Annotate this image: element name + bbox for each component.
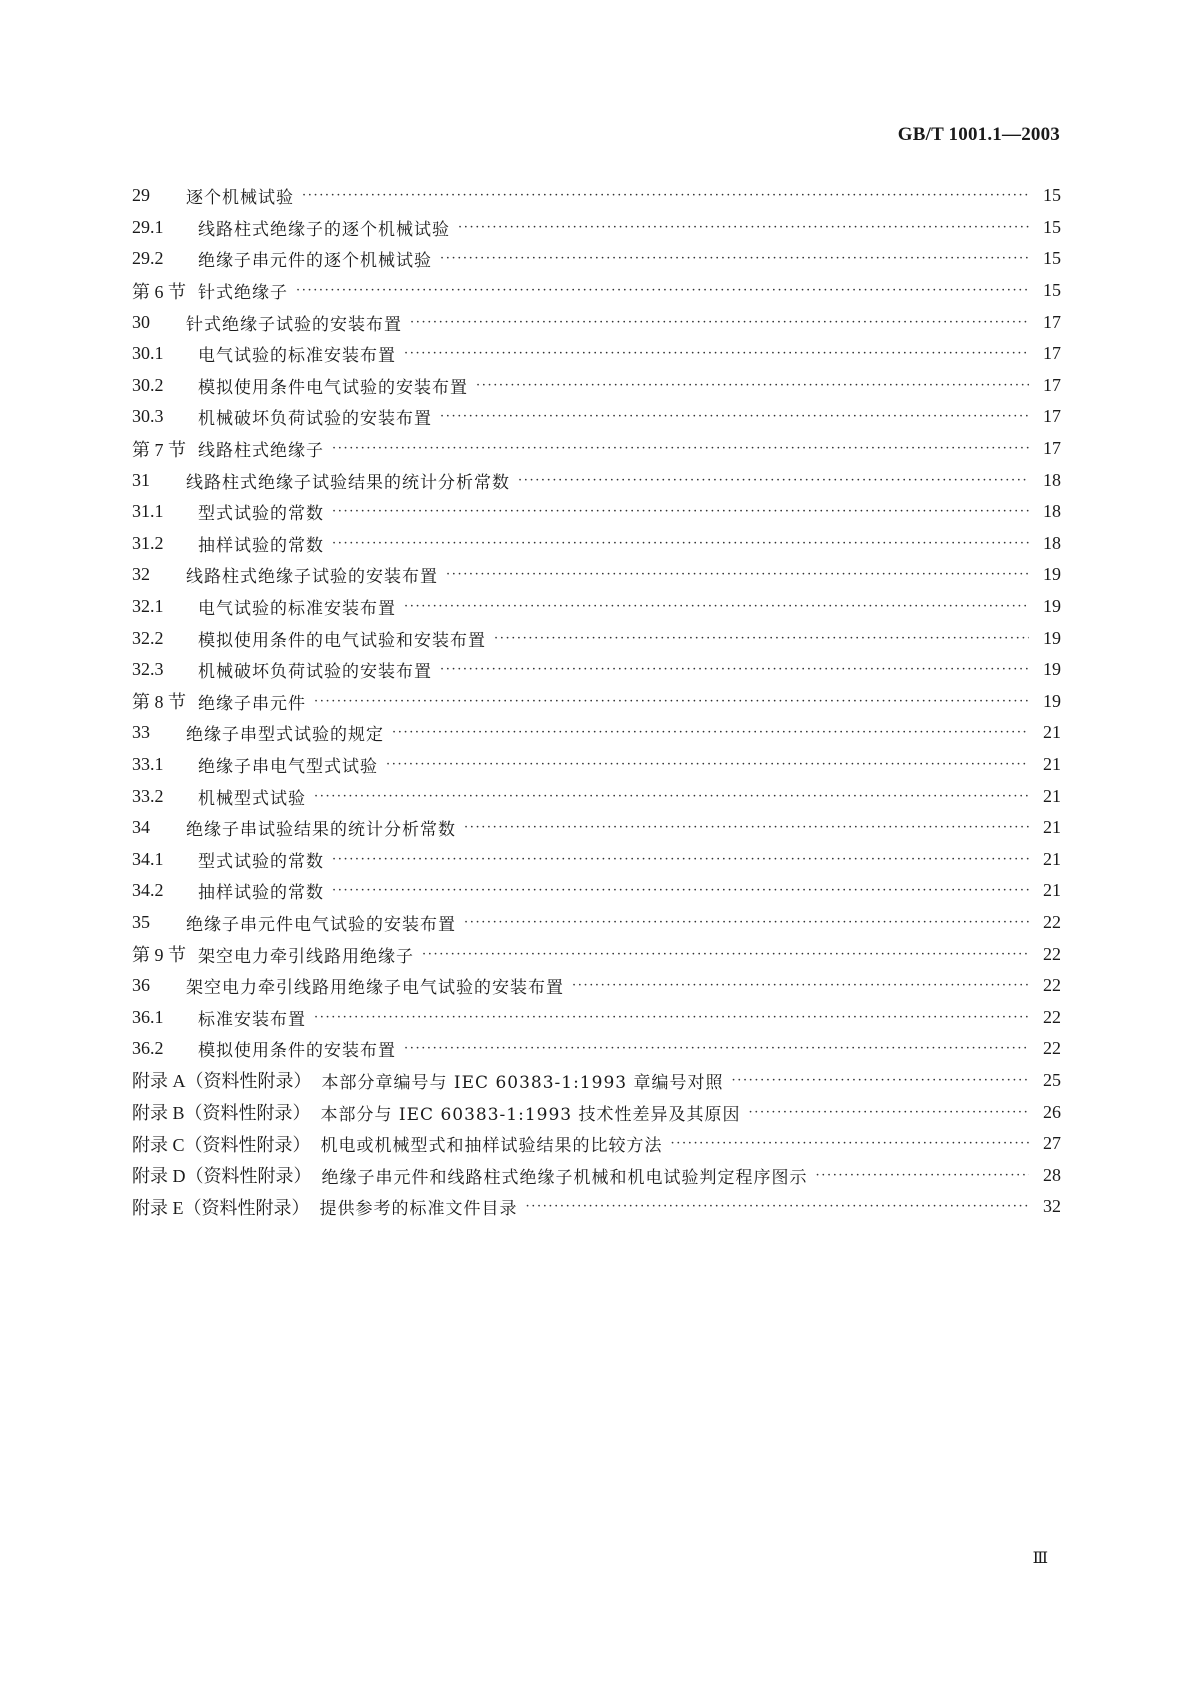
toc-entry-page: 32 (1043, 1196, 1061, 1217)
toc-entry-number: 第 6 节 (132, 281, 186, 302)
toc-leader-dots (446, 567, 1029, 582)
toc-leader-dots (332, 852, 1029, 867)
toc-entry-page: 28 (1043, 1164, 1061, 1185)
toc-entry-title: 机械破坏负荷试验的安装布置 (198, 662, 432, 683)
toc-entry-page: 22 (1043, 911, 1061, 932)
toc-entry-page: 18 (1043, 501, 1061, 522)
toc-entry (132, 212, 1061, 244)
toc-entry-page: 17 (1043, 343, 1061, 364)
toc-leader-dots (404, 599, 1029, 614)
toc-entry-number: 附录 C（资料性附录） (132, 1134, 311, 1155)
toc-entry-title: 标准安装布置 (198, 1009, 306, 1030)
toc-entry (132, 1065, 1061, 1097)
toc-entry (132, 1096, 1061, 1128)
toc-leader-dots (440, 662, 1029, 677)
toc-entry-number: 29.1 (132, 216, 164, 237)
toc-entry-page: 15 (1043, 248, 1061, 269)
toc-entry-page: 21 (1043, 753, 1061, 774)
toc-entry-number: 34.2 (132, 880, 164, 901)
toc-entry-number: 36.1 (132, 1006, 164, 1027)
toc-entry-title: 绝缘子串元件和线路柱式绝缘子机械和机电试验判定程序图示 (321, 1167, 808, 1188)
toc-entry-page: 22 (1043, 943, 1061, 964)
toc-entry-title: 逐个机械试验 (186, 188, 294, 209)
toc-entry-page: 22 (1043, 1006, 1061, 1027)
toc-entry-number: 36 (132, 975, 150, 996)
toc-entry-number: 33.2 (132, 785, 164, 806)
toc-entry (132, 654, 1061, 686)
toc-entry-title: 绝缘子串试验结果的统计分析常数 (186, 820, 456, 841)
toc-entry-page: 19 (1043, 659, 1061, 680)
toc-entry-page: 19 (1043, 690, 1061, 711)
toc-leader-dots (314, 789, 1029, 804)
toc-leader-dots (671, 1136, 1029, 1151)
toc-leader-dots (302, 188, 1029, 203)
toc-entry (132, 1128, 1061, 1160)
toc-entry-title: 架空电力牵引线路用绝缘子电气试验的安装布置 (186, 978, 564, 999)
toc-entry-number: 32.2 (132, 627, 164, 648)
toc-entry (132, 717, 1061, 749)
toc-entry-number: 30.2 (132, 374, 164, 395)
toc-entry (132, 591, 1061, 623)
toc-entry-title: 机电或机械型式和抽样试验结果的比较方法 (320, 1136, 663, 1157)
toc-leader-dots (518, 473, 1029, 488)
toc-entry (132, 180, 1061, 212)
toc-entry (132, 559, 1061, 591)
toc-entry-number: 34.1 (132, 848, 164, 869)
toc-leader-dots (314, 694, 1029, 709)
toc-entry-title: 机械型式试验 (198, 788, 306, 809)
toc-entry-number: 30 (132, 311, 150, 332)
toc-entry-number: 附录 A（资料性附录） (132, 1071, 312, 1092)
toc-entry (132, 1001, 1061, 1033)
toc-leader-dots (731, 1073, 1029, 1088)
toc-entry (132, 306, 1061, 338)
toc-entry-page: 15 (1043, 280, 1061, 301)
toc-entry (132, 622, 1061, 654)
toc-entry-number: 第 8 节 (132, 692, 186, 713)
toc-entry-page: 15 (1043, 216, 1061, 237)
toc-entry-title: 线路柱式绝缘子 (198, 441, 324, 462)
toc-leader-dots (296, 283, 1029, 298)
toc-entry-title: 绝缘子串元件电气试验的安装布置 (186, 914, 456, 935)
toc-entry-title: 线路柱式绝缘子试验的安装布置 (186, 567, 438, 588)
toc-leader-dots (386, 757, 1029, 772)
toc-entry-number: 附录 E（资料性附录） (132, 1197, 310, 1218)
toc-entry-page: 15 (1043, 185, 1061, 206)
toc-entry-title: 针式绝缘子试验的安装布置 (186, 314, 402, 335)
toc-leader-dots (404, 1041, 1029, 1056)
toc-entry (132, 780, 1061, 812)
toc-entry (132, 401, 1061, 433)
toc-entry (132, 812, 1061, 844)
toc-entry (132, 843, 1061, 875)
toc-entry-page: 17 (1043, 374, 1061, 395)
toc-entry-page: 21 (1043, 817, 1061, 838)
toc-entry-title: 模拟使用条件的电气试验和安装布置 (198, 630, 486, 651)
toc-leader-dots (332, 441, 1029, 456)
toc-entry-title: 提供参考的标准文件目录 (319, 1199, 518, 1220)
toc-entry-title: 本部分章编号与 IEC 60383-1:1993 章编号对照 (321, 1072, 724, 1093)
toc-leader-dots (440, 251, 1029, 266)
toc-entry-title: 型式试验的常数 (198, 851, 324, 872)
toc-entry-title: 电气试验的标准安装布置 (198, 599, 396, 620)
toc-entry-number: 29 (132, 185, 150, 206)
table-of-contents (132, 180, 1061, 1223)
toc-leader-dots (464, 820, 1029, 835)
toc-entry-title: 绝缘子串元件的逐个机械试验 (198, 251, 432, 272)
toc-entry-title: 线路柱式绝缘子试验结果的统计分析常数 (186, 472, 510, 493)
toc-leader-dots (332, 536, 1029, 551)
toc-entry-page: 21 (1043, 722, 1061, 743)
toc-entry (132, 464, 1061, 496)
page-number: Ⅲ (1032, 1550, 1048, 1567)
toc-leader-dots (494, 631, 1029, 646)
toc-entry (132, 1033, 1061, 1065)
toc-leader-dots (464, 915, 1029, 930)
toc-entry (132, 907, 1061, 939)
toc-entry-number: 33 (132, 722, 150, 743)
toc-leader-dots (458, 220, 1029, 235)
toc-entry-title: 机械破坏负荷试验的安装布置 (198, 409, 432, 430)
toc-leader-dots (572, 978, 1029, 993)
toc-entry-page: 19 (1043, 627, 1061, 648)
toc-entry-page: 19 (1043, 564, 1061, 585)
toc-entry-page: 25 (1043, 1069, 1061, 1090)
toc-entry-number: 32.3 (132, 659, 164, 680)
toc-leader-dots (332, 504, 1029, 519)
toc-entry-title: 本部分与 IEC 60383-1:1993 技术性差异及其原因 (320, 1104, 741, 1125)
toc-entry-page: 21 (1043, 785, 1061, 806)
toc-entry (132, 528, 1061, 560)
toc-entry-page: 22 (1043, 975, 1061, 996)
toc-entry (132, 749, 1061, 781)
toc-leader-dots (332, 883, 1029, 898)
toc-entry-page: 22 (1043, 1038, 1061, 1059)
toc-leader-dots (816, 1168, 1030, 1183)
document-code: GB/T 1001.1—2003 (897, 124, 1060, 145)
toc-entry (132, 1159, 1061, 1191)
toc-entry (132, 370, 1061, 402)
toc-entry-title: 架空电力牵引线路用绝缘子 (198, 946, 414, 967)
toc-entry (132, 275, 1061, 307)
toc-leader-dots (476, 378, 1029, 393)
toc-entry (132, 243, 1061, 275)
toc-entry-number: 32 (132, 564, 150, 585)
toc-entry-number: 31 (132, 469, 150, 490)
toc-entry-number: 36.2 (132, 1038, 164, 1059)
toc-leader-dots (440, 409, 1029, 424)
toc-entry-number: 31.1 (132, 501, 164, 522)
toc-entry-page: 27 (1043, 1133, 1061, 1154)
toc-entry-number: 29.2 (132, 248, 164, 269)
toc-entry-page: 18 (1043, 532, 1061, 553)
toc-leader-dots (410, 315, 1029, 330)
toc-entry-page: 26 (1043, 1101, 1061, 1122)
toc-entry-title: 抽样试验的常数 (198, 883, 324, 904)
toc-entry-page: 18 (1043, 469, 1061, 490)
toc-leader-dots (749, 1105, 1030, 1120)
toc-entry (132, 875, 1061, 907)
toc-entry-number: 第 9 节 (132, 945, 186, 966)
toc-leader-dots (314, 1010, 1029, 1025)
toc-entry (132, 686, 1061, 718)
toc-entry-title: 绝缘子串电气型式试验 (198, 756, 378, 777)
toc-leader-dots (526, 1199, 1030, 1214)
toc-entry-title: 型式试验的常数 (198, 504, 324, 525)
toc-entry-number: 附录 D（资料性附录） (132, 1166, 312, 1187)
toc-entry-page: 21 (1043, 880, 1061, 901)
toc-entry-number: 33.1 (132, 753, 164, 774)
toc-entry-page: 19 (1043, 596, 1061, 617)
toc-entry-number: 32.1 (132, 596, 164, 617)
toc-entry (132, 970, 1061, 1002)
toc-entry-number: 第 7 节 (132, 439, 186, 460)
toc-entry (132, 1191, 1061, 1223)
toc-entry-page: 17 (1043, 311, 1061, 332)
toc-entry-number: 附录 B（资料性附录） (132, 1103, 311, 1124)
toc-entry (132, 433, 1061, 465)
toc-entry-number: 31.2 (132, 532, 164, 553)
toc-entry-number: 30.1 (132, 343, 164, 364)
toc-leader-dots (392, 725, 1029, 740)
toc-entry-title: 线路柱式绝缘子的逐个机械试验 (198, 219, 450, 240)
toc-entry-title: 绝缘子串元件 (198, 693, 306, 714)
toc-entry-page: 21 (1043, 848, 1061, 869)
toc-entry-title: 模拟使用条件电气试验的安装布置 (198, 377, 468, 398)
toc-entry-number: 35 (132, 911, 150, 932)
toc-entry-page: 17 (1043, 438, 1061, 459)
toc-entry-page: 17 (1043, 406, 1061, 427)
toc-entry-title: 电气试验的标准安装布置 (198, 346, 396, 367)
toc-entry-number: 30.3 (132, 406, 164, 427)
toc-entry-title: 针式绝缘子 (198, 283, 288, 304)
toc-entry-title: 绝缘子串型式试验的规定 (186, 725, 384, 746)
toc-entry (132, 338, 1061, 370)
toc-entry-title: 模拟使用条件的安装布置 (198, 1041, 396, 1062)
toc-entry (132, 938, 1061, 970)
toc-leader-dots (422, 947, 1029, 962)
toc-entry-title: 抽样试验的常数 (198, 535, 324, 556)
toc-entry (132, 496, 1061, 528)
toc-leader-dots (404, 346, 1029, 361)
toc-entry-number: 34 (132, 817, 150, 838)
